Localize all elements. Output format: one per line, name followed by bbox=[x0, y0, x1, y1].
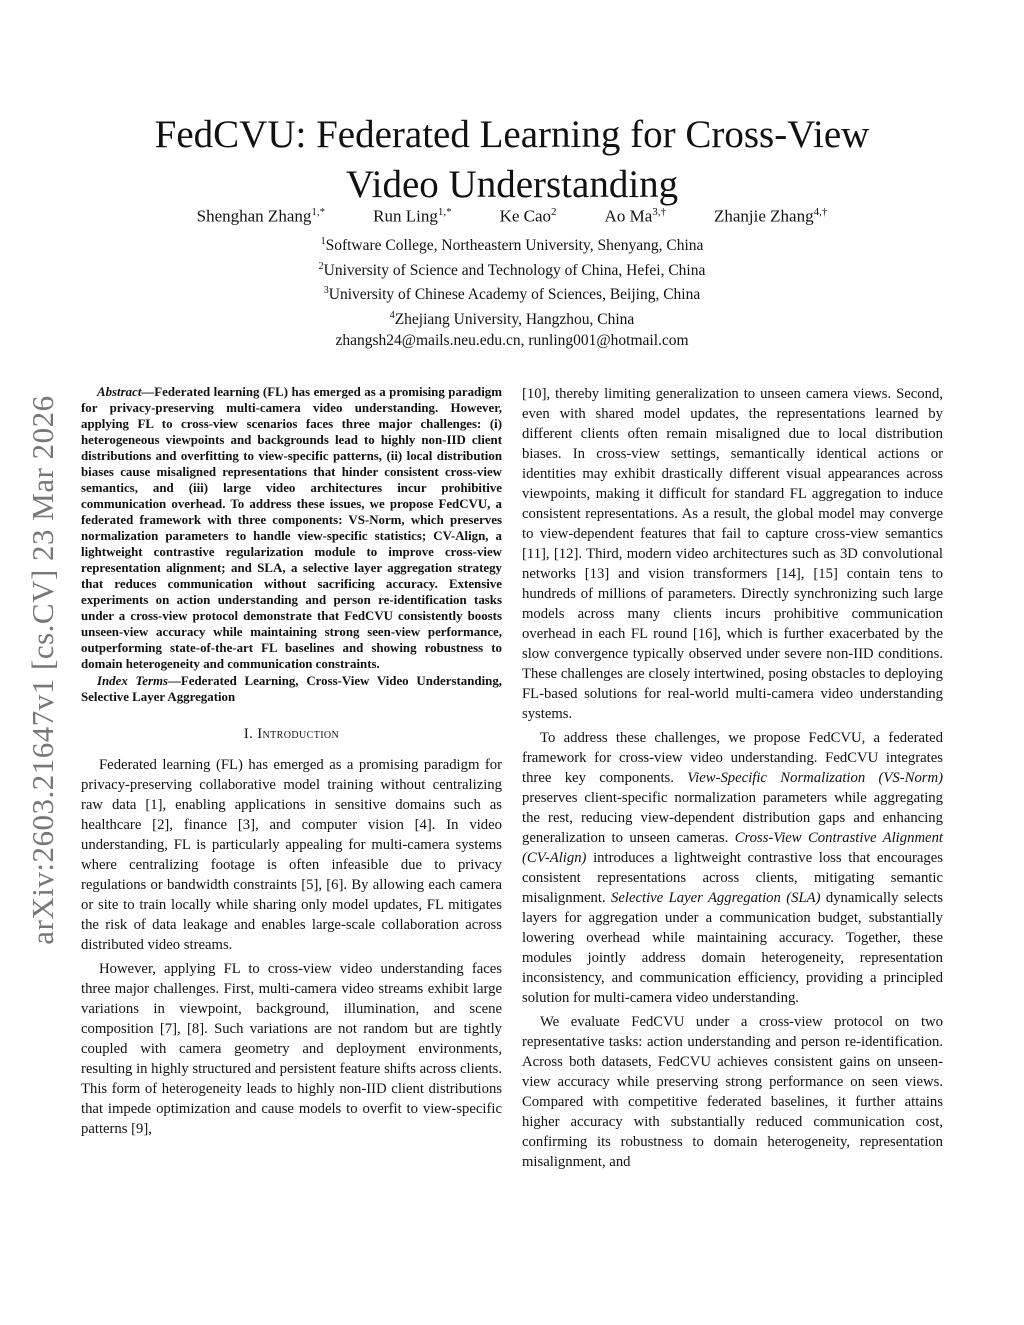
author-affiliation-mark: 2 bbox=[551, 206, 557, 218]
abstract-text: —Federated learning (FL) has emerged as a promising paradigm for privacy-preserving multi-camera video understanding. However, applying FL to cross-view scenarios faces three major challenges: (i) heterogeneous viewpoints and backgrounds lead to highly non-IID client distributions and overfitting to view-specific patterns, (ii) local distribution biases cause misaligned representations that hinder consistent cross-view semantics, and (iii) large video architectures incur prohibitive communication overhead. To address these issues, we propose FedCVU, a federated framework with three components: VS-Norm, which preserves normalization parameters to handle view-specific statistics; CV-Align, a lightweight contrastive regularization module to improve cross-view representation alignment; and SLA, a selective layer aggregation strategy that reduces communication without sacrificing accuracy. Extensive experiments on action understanding and person re-identification tasks under a cross-view protocol demonstrate that FedCVU consistently boosts unseen-view accuracy while maintaining strong seen-view performance, outperforming state-of-the-art FL baselines and showing robustness to domain heterogeneity and communication constraints. bbox=[81, 385, 502, 671]
affiliation bbox=[150, 257, 874, 282]
arxiv-identifier bbox=[23, 370, 63, 970]
affiliation-mark: 4 bbox=[389, 309, 395, 321]
left-column bbox=[81, 384, 502, 1139]
author-name: Zhanjie Zhang bbox=[714, 206, 814, 226]
affiliation-mark: 1 bbox=[320, 236, 326, 247]
author-affiliation-mark: 1,* bbox=[311, 206, 326, 218]
affiliation bbox=[150, 232, 874, 257]
affiliation-text: University of Science and Technology of China, Hefei, China bbox=[323, 261, 706, 279]
author-name: Run Ling bbox=[373, 206, 438, 226]
author-name: Ke Cao bbox=[499, 206, 552, 226]
body-paragraph bbox=[522, 728, 943, 1008]
paragraph-text: introduces a lightweight contrastive loss that encourages consistent representations across clients, mitigating semantic misalignment. bbox=[522, 850, 943, 906]
author bbox=[714, 201, 827, 228]
body-paragraph: [10], thereby limiting generalization to unseen camera views. Second, even with shared model updates, the representations learned by different clients often remain misaligned due to local distribution biases. In cross-view settings, semantically identical actions or identities may exhibit drastically different visual appearances across viewpoints, making it difficult for standard FL aggregation to induce consistent representations. As a result, the global model may converge to view-dependent features that fail to capture cross-view semantics [11], [12]. Third, modern video architectures such as 3D convolutional networks [13] and vision transformers [14], [15] contain tens to hundreds of millions of parameters. Directly synchronizing such large models across many clients incurs prohibitive communication overhead in each FL round [16], which is further exacerbated by the slow convergence typically observed under severe non-IID conditions. These challenges are closely intertwined, posing obstacles to deploying FL-based solutions for real-world multi-camera video understanding systems. bbox=[522, 386, 943, 722]
author bbox=[500, 201, 557, 228]
index-terms-text: —Federated Learning, Cross-View Video Understanding, Selective Layer Aggregation bbox=[81, 674, 502, 704]
author bbox=[197, 201, 325, 228]
author-name: Shenghan Zhang bbox=[196, 206, 312, 226]
component-name: Cross-View Contrastive Alignment (CV-Align) bbox=[522, 830, 943, 866]
paper-title bbox=[80, 110, 944, 210]
paper-title-line-1: FedCVU: Federated Learning for Cross-View bbox=[154, 113, 870, 157]
affiliation-text: University of Chinese Academy of Sciences, Beijing, China bbox=[328, 286, 701, 304]
component-name: View-Specific Normalization (VS-Norm) bbox=[687, 770, 943, 786]
affiliation-block bbox=[150, 232, 874, 351]
author-affiliation-mark: 4,† bbox=[813, 206, 828, 218]
author-emails: zhangsh24@mails.neu.edu.cn, runling001@hotmail.com bbox=[335, 331, 689, 349]
author-affiliation-mark: 3,† bbox=[652, 206, 666, 218]
affiliation bbox=[150, 306, 874, 331]
index-terms bbox=[81, 673, 502, 705]
paper-title-line-2: Video Understanding bbox=[345, 163, 679, 207]
affiliation-text: Software College, Northeastern University, Shenyang, China bbox=[325, 237, 704, 255]
right-column bbox=[522, 384, 943, 1172]
paragraph-text: To address these challenges, we propose FedCVU, a federated framework for cross-view video understanding. FedCVU integrates three key components. bbox=[522, 730, 943, 786]
body-paragraph: However, applying FL to cross-view video understanding faces three major challenges. First, multi-camera video streams exhibit large variations in viewpoint, background, illumination, and scene composition [7], [8]. Such variations are not random but are tightly coupled with camera geometry and deployment environments, resulting in highly structured and persistent feature shifts across clients. This form of heterogeneity leads to highly non-IID client distributions that impede optimization and cause models to overfit to view-specific patterns [9], bbox=[81, 961, 502, 1137]
author bbox=[373, 201, 451, 228]
affiliation-text: Zhejiang University, Hangzhou, China bbox=[394, 311, 635, 329]
abstract-label: Abstract bbox=[97, 385, 142, 399]
author-list bbox=[150, 201, 874, 228]
arxiv-identifier-text: arXiv:2603.21647v1 [cs.CV] 23 Mar 2026 bbox=[25, 395, 60, 945]
author-name: Ao Ma bbox=[604, 206, 653, 226]
author bbox=[605, 201, 666, 228]
index-terms-label: Index Terms bbox=[97, 674, 169, 688]
body-paragraph: We evaluate FedCVU under a cross-view protocol on two representative tasks: action understanding and person re-identification. Across both datasets, FedCVU achieves consistent gains on unseen-view accuracy while preserving strong performance on seen views. Compared with competitive federated baselines, it further attains higher accuracy with substantially reduced communication cost, confirming its robustness to domain heterogeneity, representation misalignment, and bbox=[522, 1014, 943, 1170]
affiliation bbox=[150, 281, 874, 306]
body-paragraph: Federated learning (FL) has emerged as a promising paradigm for privacy-preserving collaborative model training without centralizing raw data [1], enabling applications in sensitive domains such as healthcare [2], finance [3], and computer vision [4]. In video understanding, FL is particularly appealing for multi-camera systems where centralizing footage is often infeasible due to privacy regulations or bandwidth constraints [5], [6]. By allowing each camera or site to train locally while sharing only model updates, FL mitigates the risk of data leakage and enables large-scale collaboration across distributed video streams. bbox=[81, 757, 502, 953]
affiliation-mark: 2 bbox=[318, 260, 324, 272]
paragraph-text: preserves client-specific normalization parameters while aggregating the rest, reducing view-dependent distribution gaps and enhancing generalization to unseen cameras. bbox=[522, 790, 943, 846]
abstract bbox=[81, 384, 502, 672]
section-heading-introduction: I. Introduction bbox=[243, 726, 340, 742]
component-name: Selective Layer Aggregation (SLA) bbox=[611, 890, 821, 906]
paragraph-text: dynamically selects layers for aggregation under a communication budget, substantially lowering overhead while maintaining accuracy. Together, these modules jointly address domain heterogeneity, representation inconsistency, and communication efficiency, providing a principled solution for multi-camera video understanding. bbox=[522, 890, 943, 1006]
affiliation-mark: 3 bbox=[323, 285, 329, 297]
author-affiliation-mark: 1,* bbox=[437, 206, 452, 218]
